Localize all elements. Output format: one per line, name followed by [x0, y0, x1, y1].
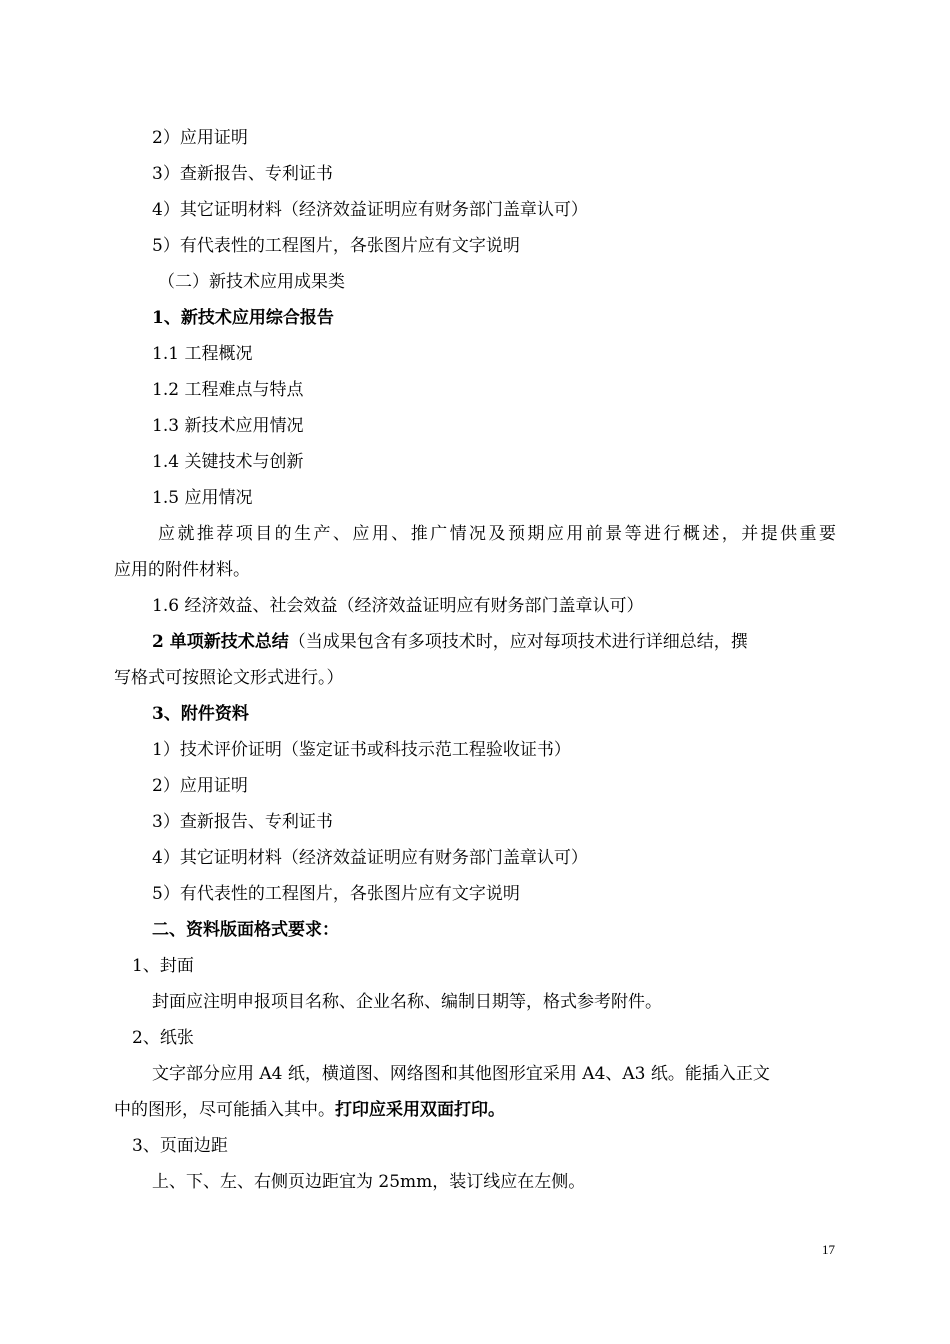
paragraph-text: 文字部分应用 A4 纸，横道图、网络图和其他图形宜采用 A4、A3 纸。能插入正文 [152, 1064, 770, 1084]
paragraph-text: 应就推荐项目的生产、应用、推广情况及预期应用前景等进行概述，并提供重要 [158, 524, 836, 544]
section-heading: 二、资料版面格式要求： [152, 920, 339, 940]
list-item: 2）应用证明 [152, 128, 248, 148]
list-item: 2）应用证明 [152, 776, 248, 796]
paragraph-text: 应用的附件材料。 [114, 560, 250, 580]
list-item: 3）查新报告、专利证书 [152, 812, 333, 832]
bold-emphasis-text: 打印应采用双面打印。 [335, 1100, 505, 1120]
paragraph-text: 写格式可按照论文形式进行。） [114, 668, 344, 688]
subsection-heading: 3、附件资料 [152, 704, 249, 724]
list-item: 1.4 关键技术与创新 [152, 452, 304, 472]
list-item: 5）有代表性的工程图片，各张图片应有文字说明 [152, 236, 520, 256]
paragraph-text-start: 中的图形，尽可能插入其中。 [114, 1100, 335, 1120]
list-item: 4）其它证明材料（经济效益证明应有财务部门盖章认可） [152, 200, 588, 220]
paragraph-text: 封面应注明申报项目名称、企业名称、编制日期等，格式参考附件。 [152, 992, 662, 1012]
list-item: 5）有代表性的工程图片，各张图片应有文字说明 [152, 884, 520, 904]
subsection-heading: 1、新技术应用综合报告 [152, 308, 334, 328]
list-item: 1.3 新技术应用情况 [152, 416, 304, 436]
paragraph-text [152, 630, 836, 654]
subsection-heading: 1、封面 [132, 956, 194, 976]
paragraph-text [114, 1098, 505, 1122]
paragraph-text-continued: （当成果包含有多项技术时，应对每项技术进行详细总结，撰 [288, 632, 748, 652]
subsection-heading: 2、纸张 [132, 1028, 194, 1048]
list-item: 3）查新报告、专利证书 [152, 164, 333, 184]
list-item: 1）技术评价证明（鉴定证书或科技示范工程验收证书） [152, 740, 571, 760]
bold-heading-text: 2 单项新技术总结 [152, 632, 289, 652]
list-item: 1.6 经济效益、社会效益（经济效益证明应有财务部门盖章认可） [152, 596, 644, 616]
subsection-heading: 3、页面边距 [132, 1136, 228, 1156]
list-item: 1.1 工程概况 [152, 344, 253, 364]
paragraph-text: 上、下、左、右侧页边距宜为 25mm，装订线应在左侧。 [152, 1172, 586, 1192]
list-item: 1.2 工程难点与特点 [152, 380, 304, 400]
list-item: 1.5 应用情况 [152, 488, 253, 508]
page-number: 17 [822, 1242, 835, 1257]
list-item: 4）其它证明材料（经济效益证明应有财务部门盖章认可） [152, 848, 588, 868]
section-heading: （二）新技术应用成果类 [158, 272, 345, 292]
